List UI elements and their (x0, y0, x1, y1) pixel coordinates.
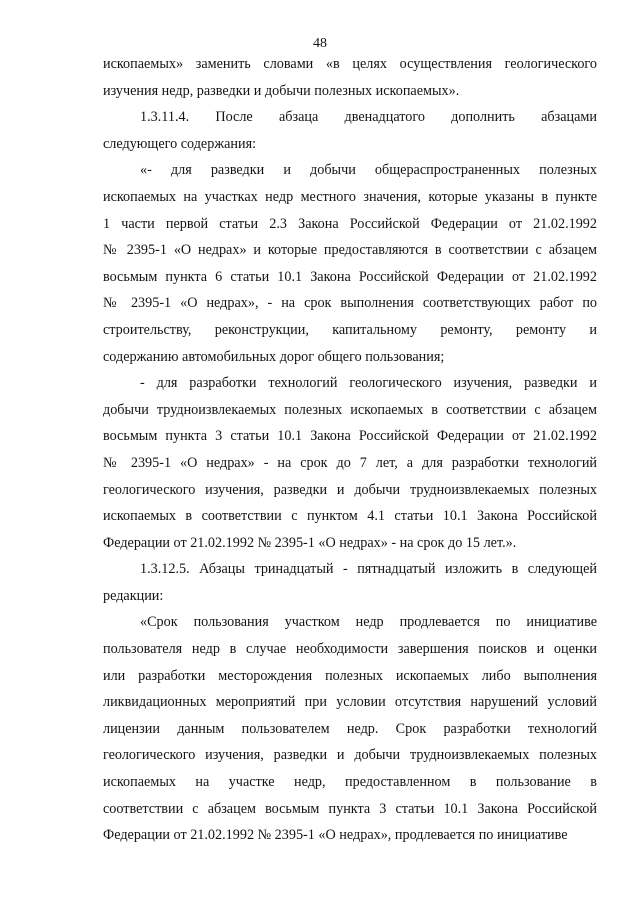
page-number: 48 (313, 36, 327, 51)
paragraph (103, 609, 597, 848)
text-line: пользователя недр в случае необходимости завершения поисков и оценки (103, 641, 597, 658)
text-line: ископаемых» заменить словами «в целях осуществления геологического (103, 56, 597, 72)
text-line: восьмым пункта 3 статьи 10.1 Закона Российской Федерации от 21.02.1992 (103, 428, 597, 445)
text-line: 1 части первой статьи 2.3 Закона Российской Федерации от 21.02.1992 (103, 215, 597, 232)
text-line: «Срок пользования участком недр продлевается по инициативе (140, 614, 597, 631)
document-body (103, 51, 597, 849)
text-line: восьмым пункта 6 статьи 10.1 Закона Российской Федерации от 21.02.1992 (103, 268, 597, 285)
paragraph (103, 556, 597, 609)
text-line: или разработки месторождения полезных ископаемых либо выполнения (103, 667, 597, 684)
text-line: - для разработки технологий геологического изучения, разведки и (140, 375, 597, 392)
text-line: № 2395-1 «О недрах» - на срок до 7 лет, а для разработки технологий (103, 454, 597, 471)
text-line: соответствии с абзацем восьмым пункта 3 статьи 10.1 Закона Российской (103, 800, 597, 817)
text-line: ископаемых в соответствии с пунктом 4.1 статьи 10.1 Закона Российской (103, 508, 597, 525)
text-line: 1.3.11.4. После абзаца двенадцатого дополнить абзацами (140, 109, 597, 126)
text-line: добычи трудноизвлекаемых полезных ископаемых в соответствии с абзацем (103, 401, 597, 418)
text-line: ископаемых на участках недр местного значения, которые указаны в пункте (103, 188, 597, 205)
paragraph (103, 51, 597, 104)
paragraph (103, 370, 597, 556)
text-line: следующего содержания: (103, 135, 257, 152)
text-line: № 2395-1 «О недрах» и которые предоставляются в соответствии с абзацем (103, 242, 597, 259)
text-line: содержанию автомобильных дорог общего пользования; (103, 348, 445, 365)
text-line: лицензии данным пользователем недр. Срок разработки технологий (103, 720, 597, 737)
text-line: изучения недр, разведки и добычи полезных ископаемых». (103, 82, 460, 99)
text-line: № 2395-1 «О недрах», - на срок выполнения соответствующих работ по (103, 295, 597, 312)
text-line: «- для разведки и добычи общераспространенных полезных (140, 162, 597, 179)
text-line: ликвидационных мероприятий при условии отсутствия нарушений условий (103, 694, 597, 711)
text-line: редакции: (103, 587, 164, 604)
text-line: геологического изучения, разведки и добычи трудноизвлекаемых полезных (103, 481, 597, 498)
text-line: Федерации от 21.02.1992 № 2395-1 «О недрах», продлевается по инициативе (103, 827, 568, 844)
text-line: 1.3.12.5. Абзацы тринадцатый - пятнадцатый изложить в следующей (140, 561, 597, 578)
text-line: геологического изучения, разведки и добычи трудноизвлекаемых полезных (103, 747, 597, 764)
text-line: Федерации от 21.02.1992 № 2395-1 «О недрах» - на срок до 15 лет.». (103, 534, 517, 551)
text-line: ископаемых на участке недр, предоставленном в пользование в (103, 774, 597, 791)
paragraph (103, 104, 597, 157)
paragraph (103, 157, 597, 370)
text-line: строительству, реконструкции, капитальному ремонту, ремонту и (103, 321, 597, 338)
